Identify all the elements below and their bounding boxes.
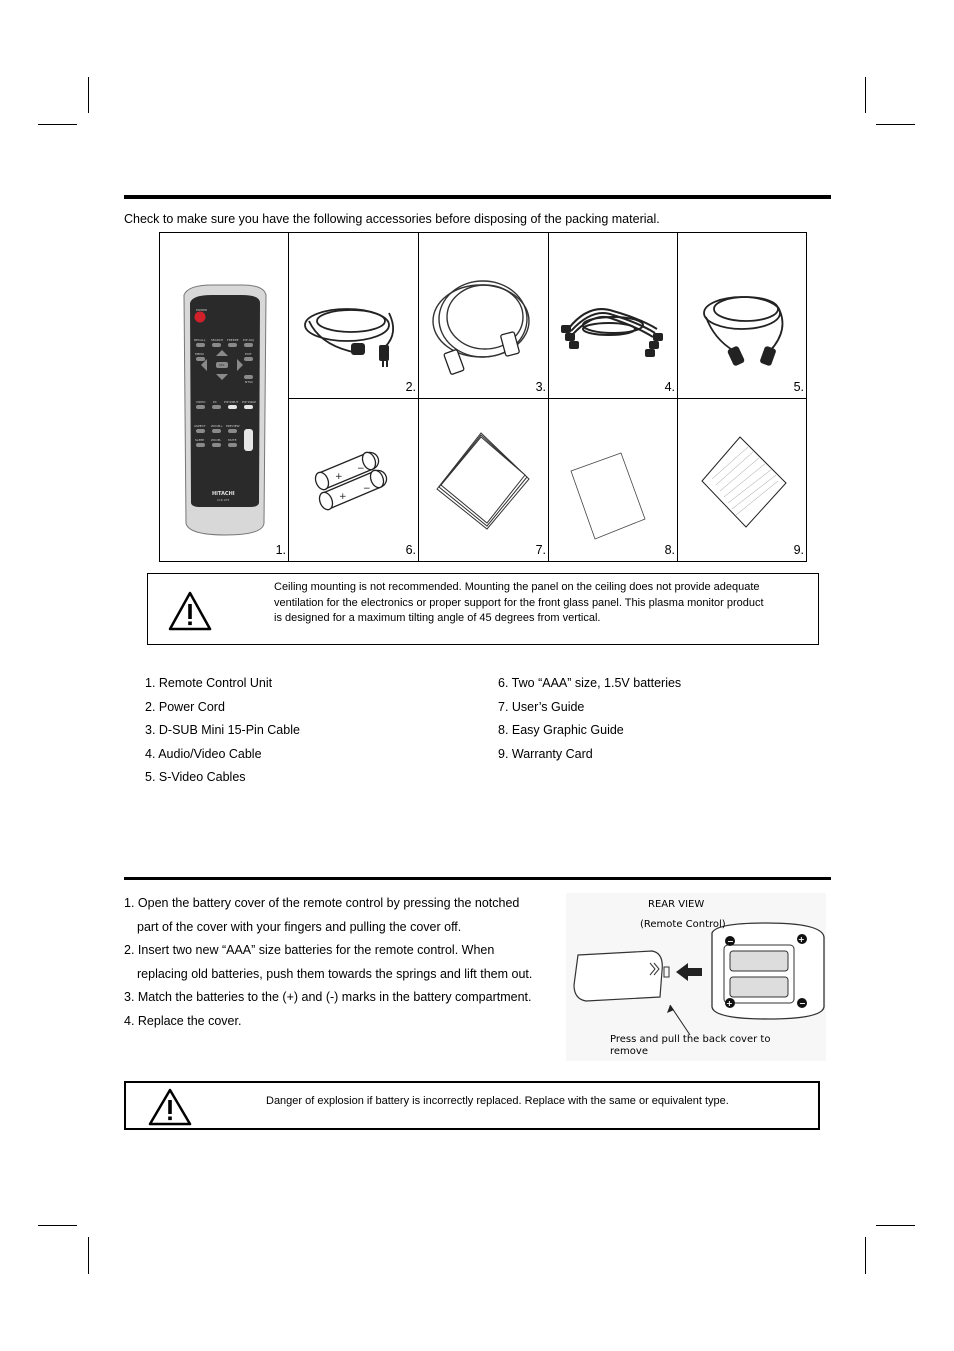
remote-btn-label: FREEZE: [227, 338, 239, 342]
crop-mark: [865, 77, 866, 113]
remote-control-illustration: [160, 233, 289, 561]
intro-text: Check to make sure you have the following accessories before disposing of the packing material.: [124, 212, 660, 226]
accessories-list-left: [145, 676, 300, 794]
item-number: 9.: [793, 543, 804, 557]
remote-btn-label: PIP SWAP: [242, 400, 257, 404]
crop-mark: [876, 1225, 915, 1226]
crop-mark: [88, 1237, 89, 1274]
cell-dsub-cable: [419, 233, 549, 399]
item-number: 1.: [275, 543, 286, 557]
remote-btn-label: PIP INPUT: [224, 400, 239, 404]
ceiling-warning-box: [147, 573, 819, 645]
dsub-cable-illustration: [419, 233, 549, 399]
list-item: 3. D-SUB Mini 15-Pin Cable: [145, 723, 300, 738]
warranty-card-illustration: [678, 399, 806, 561]
cell-svideo-cable: [678, 233, 806, 399]
warning-line: is designed for a maximum tilting angle of 45 degrees from vertical.: [274, 612, 601, 624]
users-guide-illustration: [419, 399, 549, 561]
plus-icon: +: [726, 999, 733, 1008]
crop-mark: [38, 124, 77, 125]
remote-btn-label: SLEEP: [195, 438, 205, 442]
crop-mark: [865, 1237, 866, 1274]
remote-btn-label: PIP ADJ: [243, 338, 254, 342]
minus-icon: −: [799, 999, 806, 1008]
item-number: 8.: [664, 543, 675, 557]
item-number: 4.: [664, 380, 675, 394]
warning-triangle-icon: [167, 590, 213, 632]
cell-remote: [160, 233, 289, 561]
remote-btn-label: VIDEO: [196, 400, 206, 404]
remote-btn-label: RECALL: [194, 338, 206, 342]
battery-minus-icon: −: [363, 484, 371, 494]
plus-icon: +: [798, 935, 805, 944]
remote-btn-label: MUTE: [228, 438, 237, 442]
list-item: 9. Warranty Card: [498, 746, 593, 761]
step-line: part of the cover with your fingers and pulling the cover off.: [137, 919, 462, 934]
warning-line: ventilation for the electronics or proper support for the front glass panel. This plasma monitor product: [274, 596, 764, 609]
rear-view-title: REAR VIEW: [648, 899, 705, 910]
remote-btn-label: ASPECT: [194, 424, 206, 428]
cell-power-cord: [289, 233, 419, 399]
cell-users-guide: [419, 399, 549, 561]
warning-line: Ceiling mounting is not recommended. Mounting the panel on the ceiling does not provide adequate: [274, 581, 760, 593]
rear-view-caption: Press and pull the back cover to: [610, 1034, 771, 1045]
battery-minus-icon: −: [357, 464, 365, 474]
remote-power-label: POWER: [196, 308, 208, 312]
step-line: 1. Open the battery cover of the remote control by pressing the notched: [124, 896, 520, 910]
section-rule-top: [124, 195, 831, 199]
remote-btn-label: SEARCH: [211, 338, 224, 342]
remote-btn-label: ZOOM+: [211, 424, 223, 428]
power-cord-illustration: [289, 233, 419, 399]
cell-warranty-card: [678, 399, 806, 561]
battery-warning-box: [124, 1081, 820, 1130]
step-line: 3. Match the batteries to the (+) and (-) marks in the battery compartment.: [124, 990, 532, 1004]
list-item: 7. User’s Guide: [498, 699, 585, 714]
cell-av-cable: [549, 233, 678, 399]
remote-brand: HITACHI: [212, 491, 235, 497]
step-line: 2. Insert two new “AAA” size batteries for the remote control. When: [124, 943, 495, 957]
rear-view-figure: [566, 893, 826, 1061]
crop-mark: [38, 1225, 77, 1226]
item-number: 2.: [405, 380, 416, 394]
battery-plus-icon: +: [335, 472, 343, 482]
list-item: 6. Two “AAA” size, 1.5V batteries: [498, 676, 682, 690]
remote-btn-label: NTSC: [245, 380, 254, 384]
accessories-list-right: [498, 676, 681, 770]
step-line: 4. Replace the cover.: [124, 1013, 242, 1028]
svideo-cable-illustration: [678, 233, 806, 399]
list-item: 1. Remote Control Unit: [145, 676, 273, 690]
remote-btn-label: PC: [213, 400, 217, 404]
crop-mark: [876, 124, 915, 125]
crop-mark: [88, 77, 89, 113]
list-item: 2. Power Cord: [145, 699, 225, 714]
minus-icon: −: [727, 937, 734, 946]
remote-btn-label: ZOOM-: [211, 438, 222, 442]
rear-view-caption: remove: [610, 1046, 648, 1057]
item-number: 3.: [535, 380, 546, 394]
section-rule-battery: [124, 877, 831, 880]
av-cable-illustration: [549, 233, 678, 399]
battery-warning-text: Danger of explosion if battery is incorrectly replaced. Replace with the same or equivalent type.: [266, 1095, 729, 1107]
remote-btn-label: EXIT: [245, 352, 252, 356]
rear-view-subtitle: (Remote Control): [640, 919, 726, 930]
step-line: replacing old batteries, push them towards the springs and lift them out.: [137, 966, 533, 981]
remote-btn-label: MENU: [195, 352, 204, 356]
warning-triangle-icon: [147, 1087, 193, 1127]
item-number: 7.: [535, 543, 546, 557]
item-number: 5.: [793, 380, 804, 394]
cell-batteries: [289, 399, 419, 561]
battery-plus-icon: +: [339, 492, 347, 502]
battery-steps: [124, 896, 564, 1037]
accessory-grid: [159, 232, 807, 562]
remote-btn-label: PREVIEW: [226, 424, 240, 428]
remote-btn-label: SEL: [219, 363, 225, 367]
list-item: 5. S-Video Cables: [145, 770, 246, 785]
item-number: 6.: [405, 543, 416, 557]
cell-easy-guide: [549, 399, 678, 561]
easy-guide-illustration: [549, 399, 678, 561]
list-item: 4. Audio/Video Cable: [145, 746, 262, 761]
batteries-illustration: [289, 399, 419, 561]
list-item: 8. Easy Graphic Guide: [498, 723, 624, 738]
remote-model: CLE-975: [217, 498, 230, 502]
